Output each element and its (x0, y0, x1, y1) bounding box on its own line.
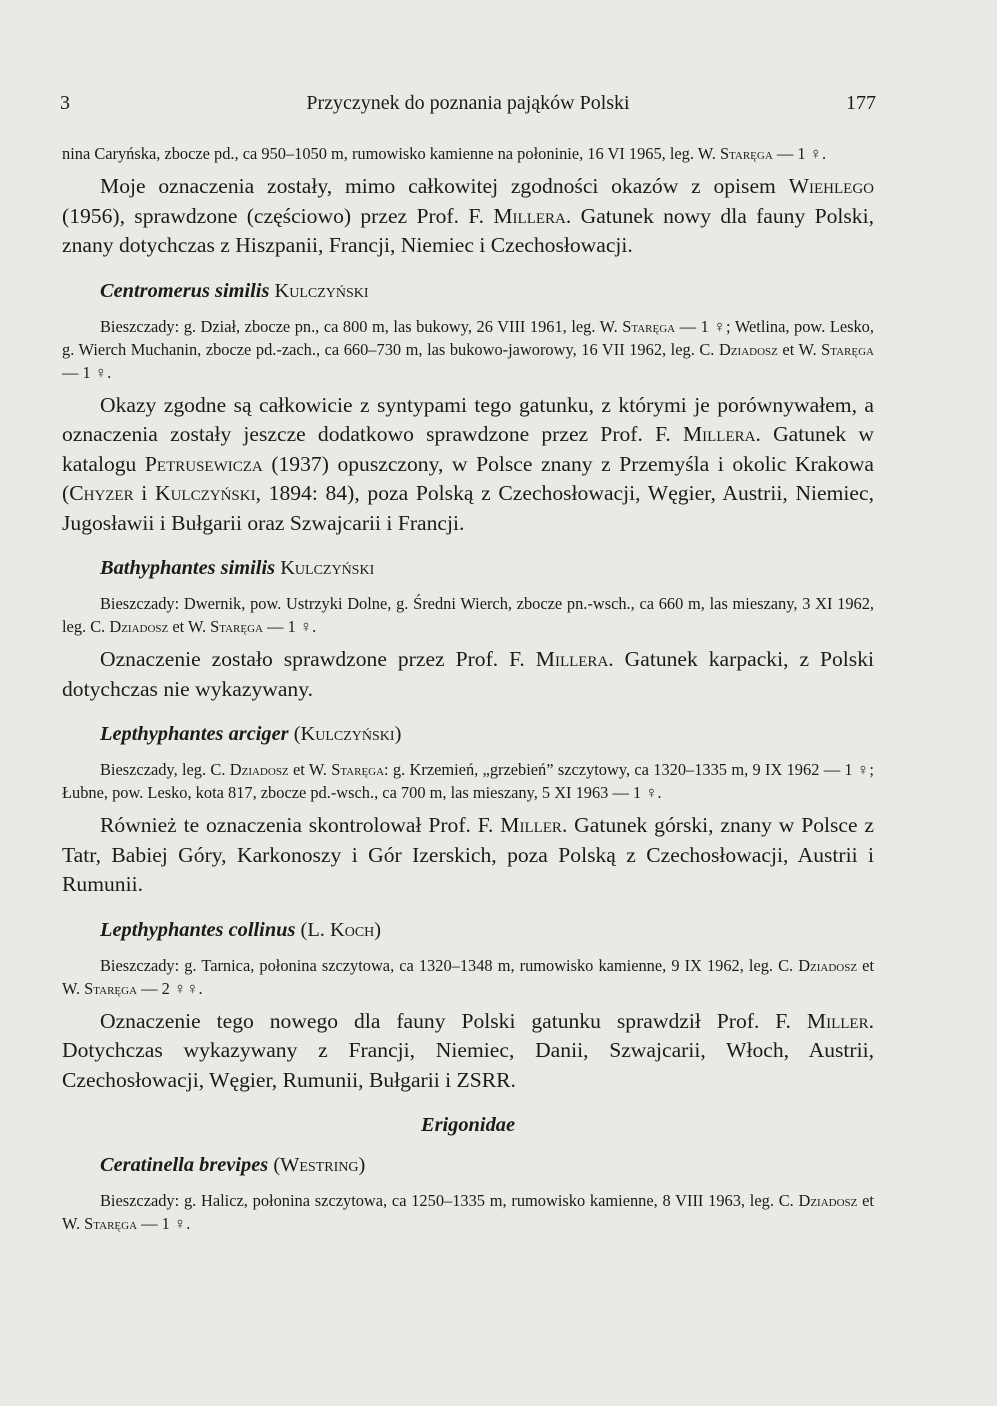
species-name: Lepthyphantes collinus (100, 918, 296, 941)
section-number: 3 (60, 92, 70, 114)
species-name: Bathyphantes similis (100, 557, 276, 579)
species-author: (L. Koch) (300, 918, 382, 941)
running-title: Przyczynek do poznania pająków Polski (306, 92, 630, 114)
species-author: Kulczyński (274, 279, 369, 302)
species-author: (Kulczyński) (293, 723, 402, 745)
species-heading (62, 554, 874, 582)
text-paragraph: Oznaczenie tego nowego dla fauny Polski gatunku sprawdził Prof. F. Miller. Dotychczas wykazywany z Francji, Niemiec, Danii, Szwajcarii, Włoch, Austrii, Czechosłowacji, Węgier, Rumunii, Bułgarii i ZSRR. (62, 1008, 874, 1092)
record-paragraph: Bieszczady, leg. C. Dziadosz et W. Staręga: g. Krzemień, „grzebień” szczytowy, ca 1320–1335 m, 9 IX 1962 — 1 ♀; Łubne, pow. Lesko, kota 817, zbocze pd.-wsch., ca 700 m, las mieszany, 5 XI 1963 — 1 ♀. (62, 760, 874, 802)
species-author: Kulczyński (280, 557, 375, 579)
page-number: 177 (846, 92, 876, 114)
record-paragraph: Bieszczady: Dwernik, pow. Ustrzyki Dolne, g. Średni Wierch, zbocze pn.-wsch., ca 660 m, las mieszany, 3 XI 1962, leg. C. Dziadosz et W. Staręga — 1 ♀. (62, 594, 874, 636)
species-heading (62, 1151, 874, 1179)
species-heading (62, 720, 874, 748)
text-paragraph: Moje oznaczenia zostały, mimo całkowitej zgodności okazów z opisem Wiehlego (1956), sprawdzone (częściowo) przez Prof. F. Millera. Gatunek nowy dla fauny Polski, znany dotychczas z Hiszpanii, Francji, Niemiec i Czechosłowacji. (62, 174, 874, 257)
record-paragraph: Bieszczady: g. Tarnica, połonina szczytowa, ca 1320–1348 m, rumowisko kamienne, 9 IX 1962, leg. C. Dziadosz et W. Staręga — 2 ♀♀. (62, 955, 874, 998)
record-paragraph: Bieszczady: g. Dział, zbocze pn., ca 800 m, las bukowy, 26 VIII 1961, leg. W. Staręga — 1 ♀; Wetlina, pow. Lesko, g. Wierch Muchanin, zbocze pd.-zach., ca 660–730 m, las bukowo-jaworowy, 16 VII 1962, leg. C. Dziadosz et W. Staręga — 1 ♀. (62, 316, 874, 382)
species-name: Ceratinella brevipes (100, 1154, 269, 1176)
species-name: Lepthyphantes arciger (100, 723, 289, 745)
main-text (62, 142, 874, 1235)
species-author: (Westring) (273, 1154, 366, 1176)
running-header (60, 92, 876, 122)
record-paragraph: nina Caryńska, zbocze pd., ca 950–1050 m, rumowisko kamienne na połoninie, 16 VI 1965, leg. W. Staręga — 1 ♀. (62, 144, 827, 163)
text-paragraph: Oznaczenie zostało sprawdzone przez Prof. F. Millera. Gatunek karpacki, z Polski dotychczas nie wykazywany. (62, 647, 874, 701)
collector-name: Staręga (719, 144, 773, 163)
text-paragraph: Okazy zgodne są całkowicie z syntypami tego gatunku, z którymi je porównywałem, a oznaczenia zostały jeszcze dodatkowo sprawdzone przez Prof. F. Millera. Gatunek w katalogu Petrusewicza (1937) opuszczony, w Polsce znany z Przemyśla i okolic Krakowa (Chyzer i Kulczyński, 1894: 84), poza Polską z Czechosłowacji, Węgier, Austrii, Niemiec, Jugosławii i Bułgarii oraz Szwajcarii i Francji. (62, 392, 874, 535)
record-paragraph: Bieszczady: g. Halicz, połonina szczytowa, ca 1250–1335 m, rumowisko kamienne, 8 VIII 1963, leg. C. Dziadosz et W. Staręga — 1 ♀. (62, 1191, 874, 1233)
author-name: Wiehlego (788, 174, 874, 198)
family-heading: Erigonidae (420, 1114, 516, 1136)
species-heading (62, 916, 874, 944)
species-name: Centromerus similis (100, 279, 270, 302)
author-name: Millera (493, 203, 566, 228)
text-paragraph: Również te oznaczenia skontrolował Prof. F. Miller. Gatunek górski, znany w Polsce z Tatr, Babiej Góry, Karkonoszy i Gór Izerskich, poza Polską z Czechosłowacji, Austrii i Rumunii. (62, 813, 874, 896)
species-heading (62, 277, 874, 305)
